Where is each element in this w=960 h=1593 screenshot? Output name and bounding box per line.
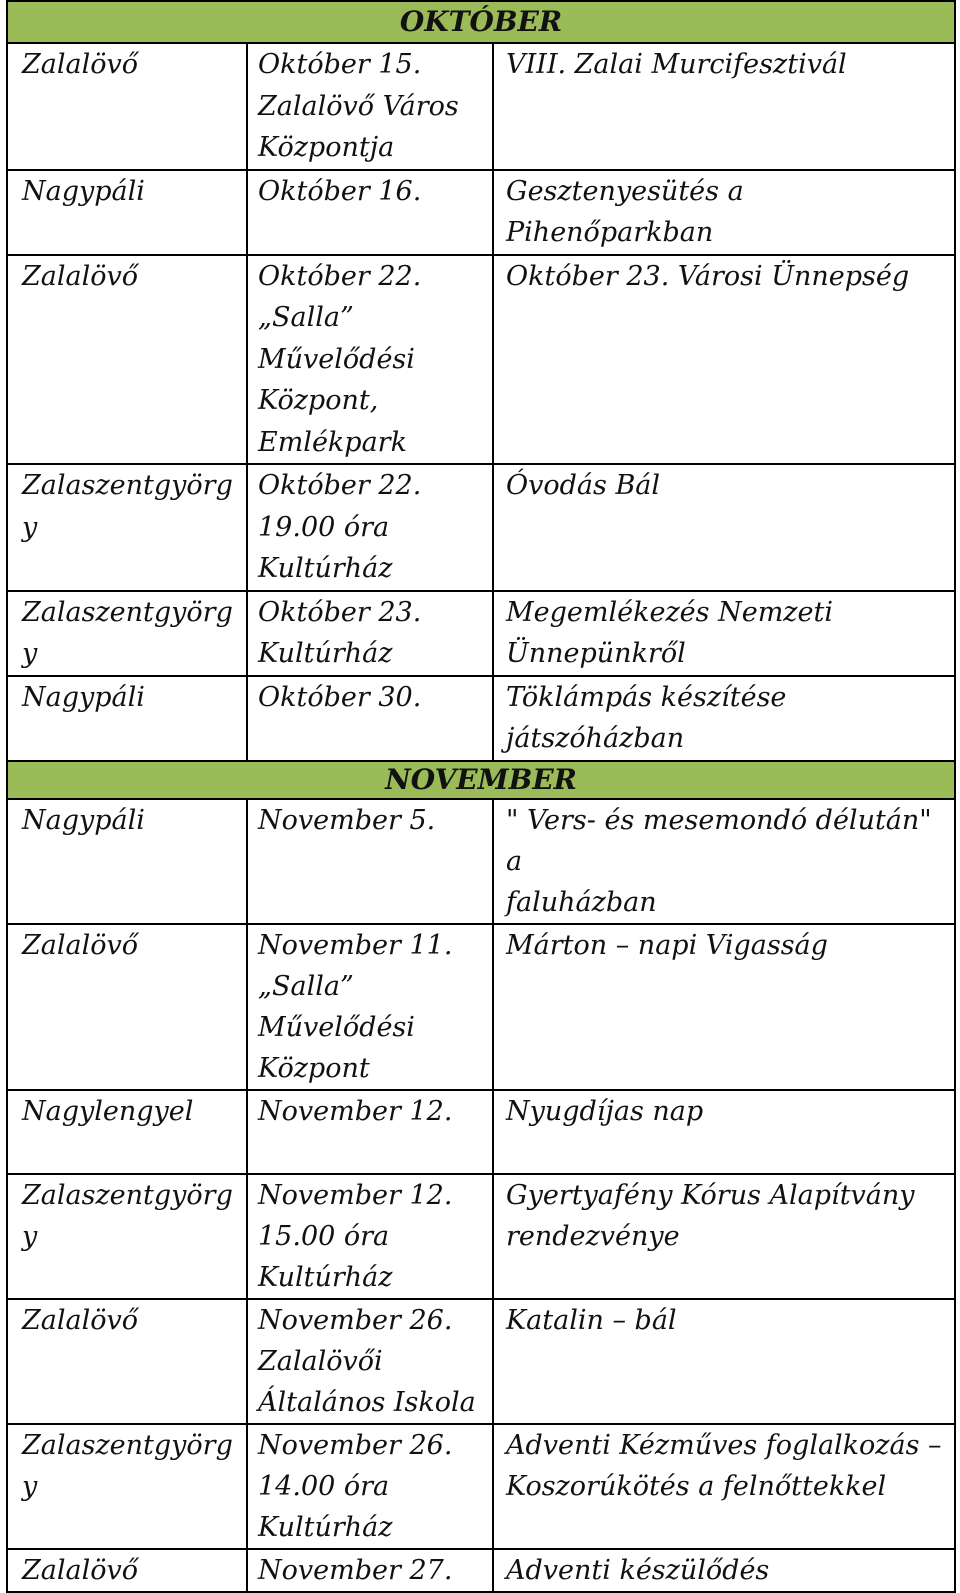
text-line: Október 16. xyxy=(258,175,422,207)
event-title xyxy=(493,924,955,1090)
text-line: November 26. xyxy=(258,1429,453,1461)
event-date-venue xyxy=(247,1299,493,1424)
text-line: November 12. xyxy=(258,1179,453,1211)
event-row xyxy=(7,43,955,170)
event-calendar-body xyxy=(7,1,955,1592)
event-row xyxy=(7,1549,955,1592)
event-place: Zalaszentgyörgy xyxy=(7,1174,247,1299)
event-title xyxy=(493,255,955,465)
text-line: „Salla” xyxy=(258,970,354,1002)
event-row xyxy=(7,1299,955,1424)
text-line: Ünnepünkről xyxy=(506,638,686,669)
event-date-venue xyxy=(247,591,493,676)
event-row xyxy=(7,170,955,255)
event-title xyxy=(493,591,955,676)
event-place: Zalaszentgyörgy xyxy=(7,464,247,591)
event-calendar-table xyxy=(6,0,956,1593)
text-line: 19.00 óra xyxy=(258,511,390,543)
text-line: November 27. xyxy=(258,1554,453,1586)
text-line: Művelődési xyxy=(258,1011,415,1043)
event-place: Nagypáli xyxy=(7,676,247,761)
text-line: Töklámpás készítése xyxy=(506,681,787,713)
event-date-venue xyxy=(247,464,493,591)
text-line: VIII. Zalai Murcifesztivál xyxy=(506,49,847,80)
text-line: Október 22. xyxy=(258,470,422,501)
month-header-november: NOVEMBER xyxy=(7,761,955,799)
text-line: Óvodás Bál xyxy=(506,470,661,501)
event-date-venue xyxy=(247,1549,493,1592)
event-title xyxy=(493,1090,955,1174)
event-place: Zalalövő xyxy=(7,924,247,1090)
event-date-venue xyxy=(247,924,493,1090)
text-line: November 5. xyxy=(258,804,436,836)
event-row xyxy=(7,1174,955,1299)
text-line: Október 30. xyxy=(258,681,422,713)
text-line: Adventi Kézműves foglalkozás – xyxy=(506,1429,942,1461)
text-line: Zalalövő Város xyxy=(258,90,459,122)
event-date-venue xyxy=(247,255,493,465)
event-date-venue xyxy=(247,1174,493,1299)
text-line: faluházban xyxy=(506,886,657,918)
event-row xyxy=(7,924,955,1090)
month-header-row xyxy=(7,761,955,799)
text-line: Zalalövői xyxy=(258,1345,383,1377)
text-line: Adventi készülődés xyxy=(506,1554,770,1586)
text-line: Központja xyxy=(258,132,395,163)
event-row xyxy=(7,464,955,591)
text-line: Kultúrház xyxy=(258,1511,393,1543)
event-row xyxy=(7,799,955,924)
text-line: " Vers- és mesemondó délután" a xyxy=(506,804,932,877)
text-line: Október 23. xyxy=(258,596,422,628)
text-line: Művelődési xyxy=(258,343,415,375)
event-place: Nagypáli xyxy=(7,799,247,924)
text-line: rendezvénye xyxy=(506,1220,680,1252)
event-title xyxy=(493,1424,955,1549)
event-row xyxy=(7,591,955,676)
month-header-october: OKTÓBER xyxy=(7,1,955,43)
event-place: Nagypáli xyxy=(7,170,247,255)
event-date-venue xyxy=(247,170,493,255)
event-date-venue xyxy=(247,1090,493,1174)
text-line: Központ, xyxy=(258,385,379,416)
event-date-venue xyxy=(247,799,493,924)
event-place: Zalalövő xyxy=(7,1299,247,1424)
event-title xyxy=(493,43,955,170)
event-place: Nagylengyel xyxy=(7,1090,247,1174)
text-line: Gesztenyesütés a Pihenőparkban xyxy=(506,175,744,248)
event-date-venue xyxy=(247,676,493,761)
event-title xyxy=(493,799,955,924)
text-line: Kultúrház xyxy=(258,1261,393,1293)
event-title xyxy=(493,1549,955,1592)
event-place: Zalalövő xyxy=(7,255,247,465)
event-row xyxy=(7,1424,955,1549)
event-date-venue xyxy=(247,43,493,170)
text-line: November 12. xyxy=(258,1095,453,1127)
text-line: Kultúrház xyxy=(258,553,393,584)
event-place: Zalalövő xyxy=(7,43,247,170)
event-title xyxy=(493,170,955,255)
text-line: Október 15. xyxy=(258,49,422,80)
text-line: Kultúrház xyxy=(258,638,393,669)
month-header-row xyxy=(7,1,955,43)
event-title xyxy=(493,1174,955,1299)
text-line: játszóházban xyxy=(506,723,685,754)
event-title xyxy=(493,676,955,761)
text-line: Koszorúkötés a felnőttekkel xyxy=(506,1470,887,1502)
event-place: Zalalövő xyxy=(7,1549,247,1592)
event-row xyxy=(7,1090,955,1174)
text-line: Emlékpark xyxy=(258,426,407,458)
event-row xyxy=(7,255,955,465)
text-line: Nyugdíjas nap xyxy=(506,1095,704,1127)
event-title xyxy=(493,1299,955,1424)
event-place: Zalaszentgyörgy xyxy=(7,591,247,676)
text-line: Megemlékezés Nemzeti xyxy=(506,596,833,628)
text-line: November 11. xyxy=(258,929,453,961)
event-row xyxy=(7,676,955,761)
text-line: Október 22. xyxy=(258,260,422,292)
text-line: Október 23. Városi Ünnepség xyxy=(506,260,910,292)
text-line: Márton – napi Vigasság xyxy=(506,929,828,961)
text-line: 15.00 óra xyxy=(258,1220,390,1252)
text-line: Katalin – bál xyxy=(506,1304,677,1336)
text-line: November 26. xyxy=(258,1304,453,1336)
event-title xyxy=(493,464,955,591)
text-line: Általános Iskola xyxy=(258,1386,476,1418)
text-line: Központ xyxy=(258,1052,370,1084)
text-line: „Salla” xyxy=(258,302,354,333)
text-line: 14.00 óra xyxy=(258,1470,390,1502)
text-line: Gyertyafény Kórus Alapítvány xyxy=(506,1179,915,1211)
event-date-venue xyxy=(247,1424,493,1549)
event-place: Zalaszentgyörgy xyxy=(7,1424,247,1549)
